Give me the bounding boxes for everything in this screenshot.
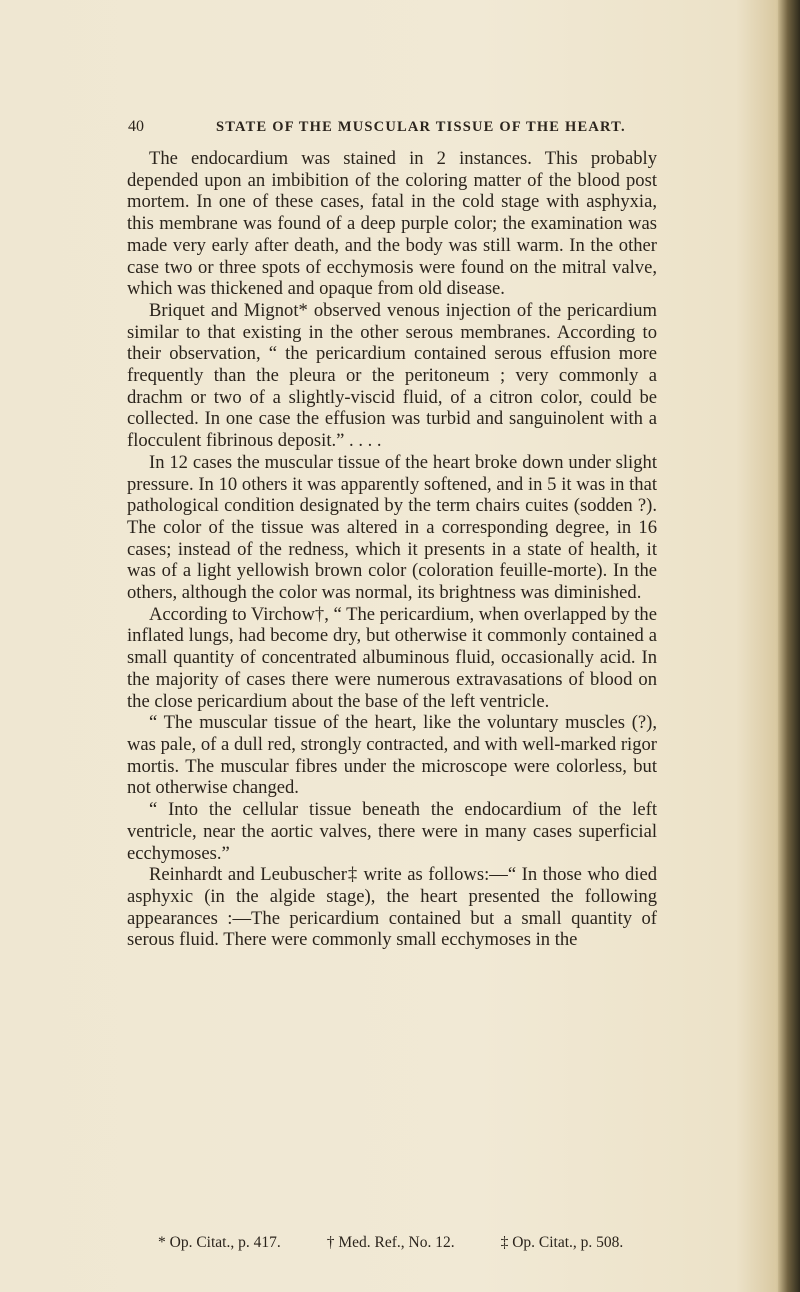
paragraph: The endocardium was stained in 2 instances. This probably depended upon an imbibition of the coloring matter of the blood post mortem. In one of these cases, fatal in the cold stage with asphyxia, this membrane was found of a deep purple color; the examination was made very early after death, and the body was still warm. In the other case two or three spots of ecchymosis were found on the mitral valve, which was thickened and opaque from old disease.	[127, 148, 657, 300]
paragraph: In 12 cases the muscular tissue of the heart broke down under slight pressure. In 10 others it was apparently softened, and in 5 it was in that pathological condition designated by the term chairs cuites (sodden ?). The color of the tissue was altered in a corresponding degree, in 16 cases; instead of the redness, which it presents in a state of health, it was of a light yellowish brown color (coloration feuille-morte). In the others, although the color was normal, its brightness was diminished.	[127, 451, 657, 604]
running-title: STATE OF THE MUSCULAR TISSUE OF THE HEART.	[216, 119, 626, 135]
book-spine-edge	[778, 0, 800, 1292]
paragraph: According to Virchow†, “ The pericardium, when overlapped by the inflated lungs, had become dry, but otherwise it commonly contained a small quantity of concentrated albuminous fluid, occasionally acid. In the majority of cases there were numerous extravasations of blood on the close pericardium about the base of the left ventricle.	[127, 603, 657, 712]
paragraph: “ Into the cellular tissue beneath the endocardium of the left ventricle, near the aortic valves, there were in many cases superficial ecchymoses.”	[127, 799, 657, 864]
body-text	[127, 148, 657, 951]
footnote: † Med. Ref., No. 12.	[326, 1234, 455, 1251]
footnote: ‡ Op. Citat., p. 508.	[500, 1234, 624, 1251]
paragraph: Briquet and Mignot* observed venous injection of the pericardium similar to that existing in the other serous membranes. According to their observation, “ the pericardium contained serous effusion more frequently than the pleura or the peritoneum ; very commonly a drachm or two of a slightly-viscid fluid, of a citron color, could be collected. In one case the effusion was turbid and sanguinolent with a flocculent fibrinous deposit.” . . . .	[127, 299, 657, 452]
paragraph: “ The muscular tissue of the heart, like the voluntary muscles (?), was pale, of a dull red, strongly contracted, and with well-marked rigor mortis. The muscular fibres under the microscope were colorless, but not otherwise changed.	[127, 712, 657, 799]
running-header	[128, 118, 658, 138]
page-number: 40	[128, 118, 144, 135]
footnotes	[158, 1234, 648, 1252]
footnote: * Op. Citat., p. 417.	[158, 1234, 281, 1251]
paragraph: Reinhardt and Leubuscher‡ write as follows:—“ In those who died asphyxic (in the algide stage), the heart presented the following appearances :—The pericardium contained but a small quantity of serous fluid. There were commonly small ecchymoses in the	[127, 864, 657, 951]
